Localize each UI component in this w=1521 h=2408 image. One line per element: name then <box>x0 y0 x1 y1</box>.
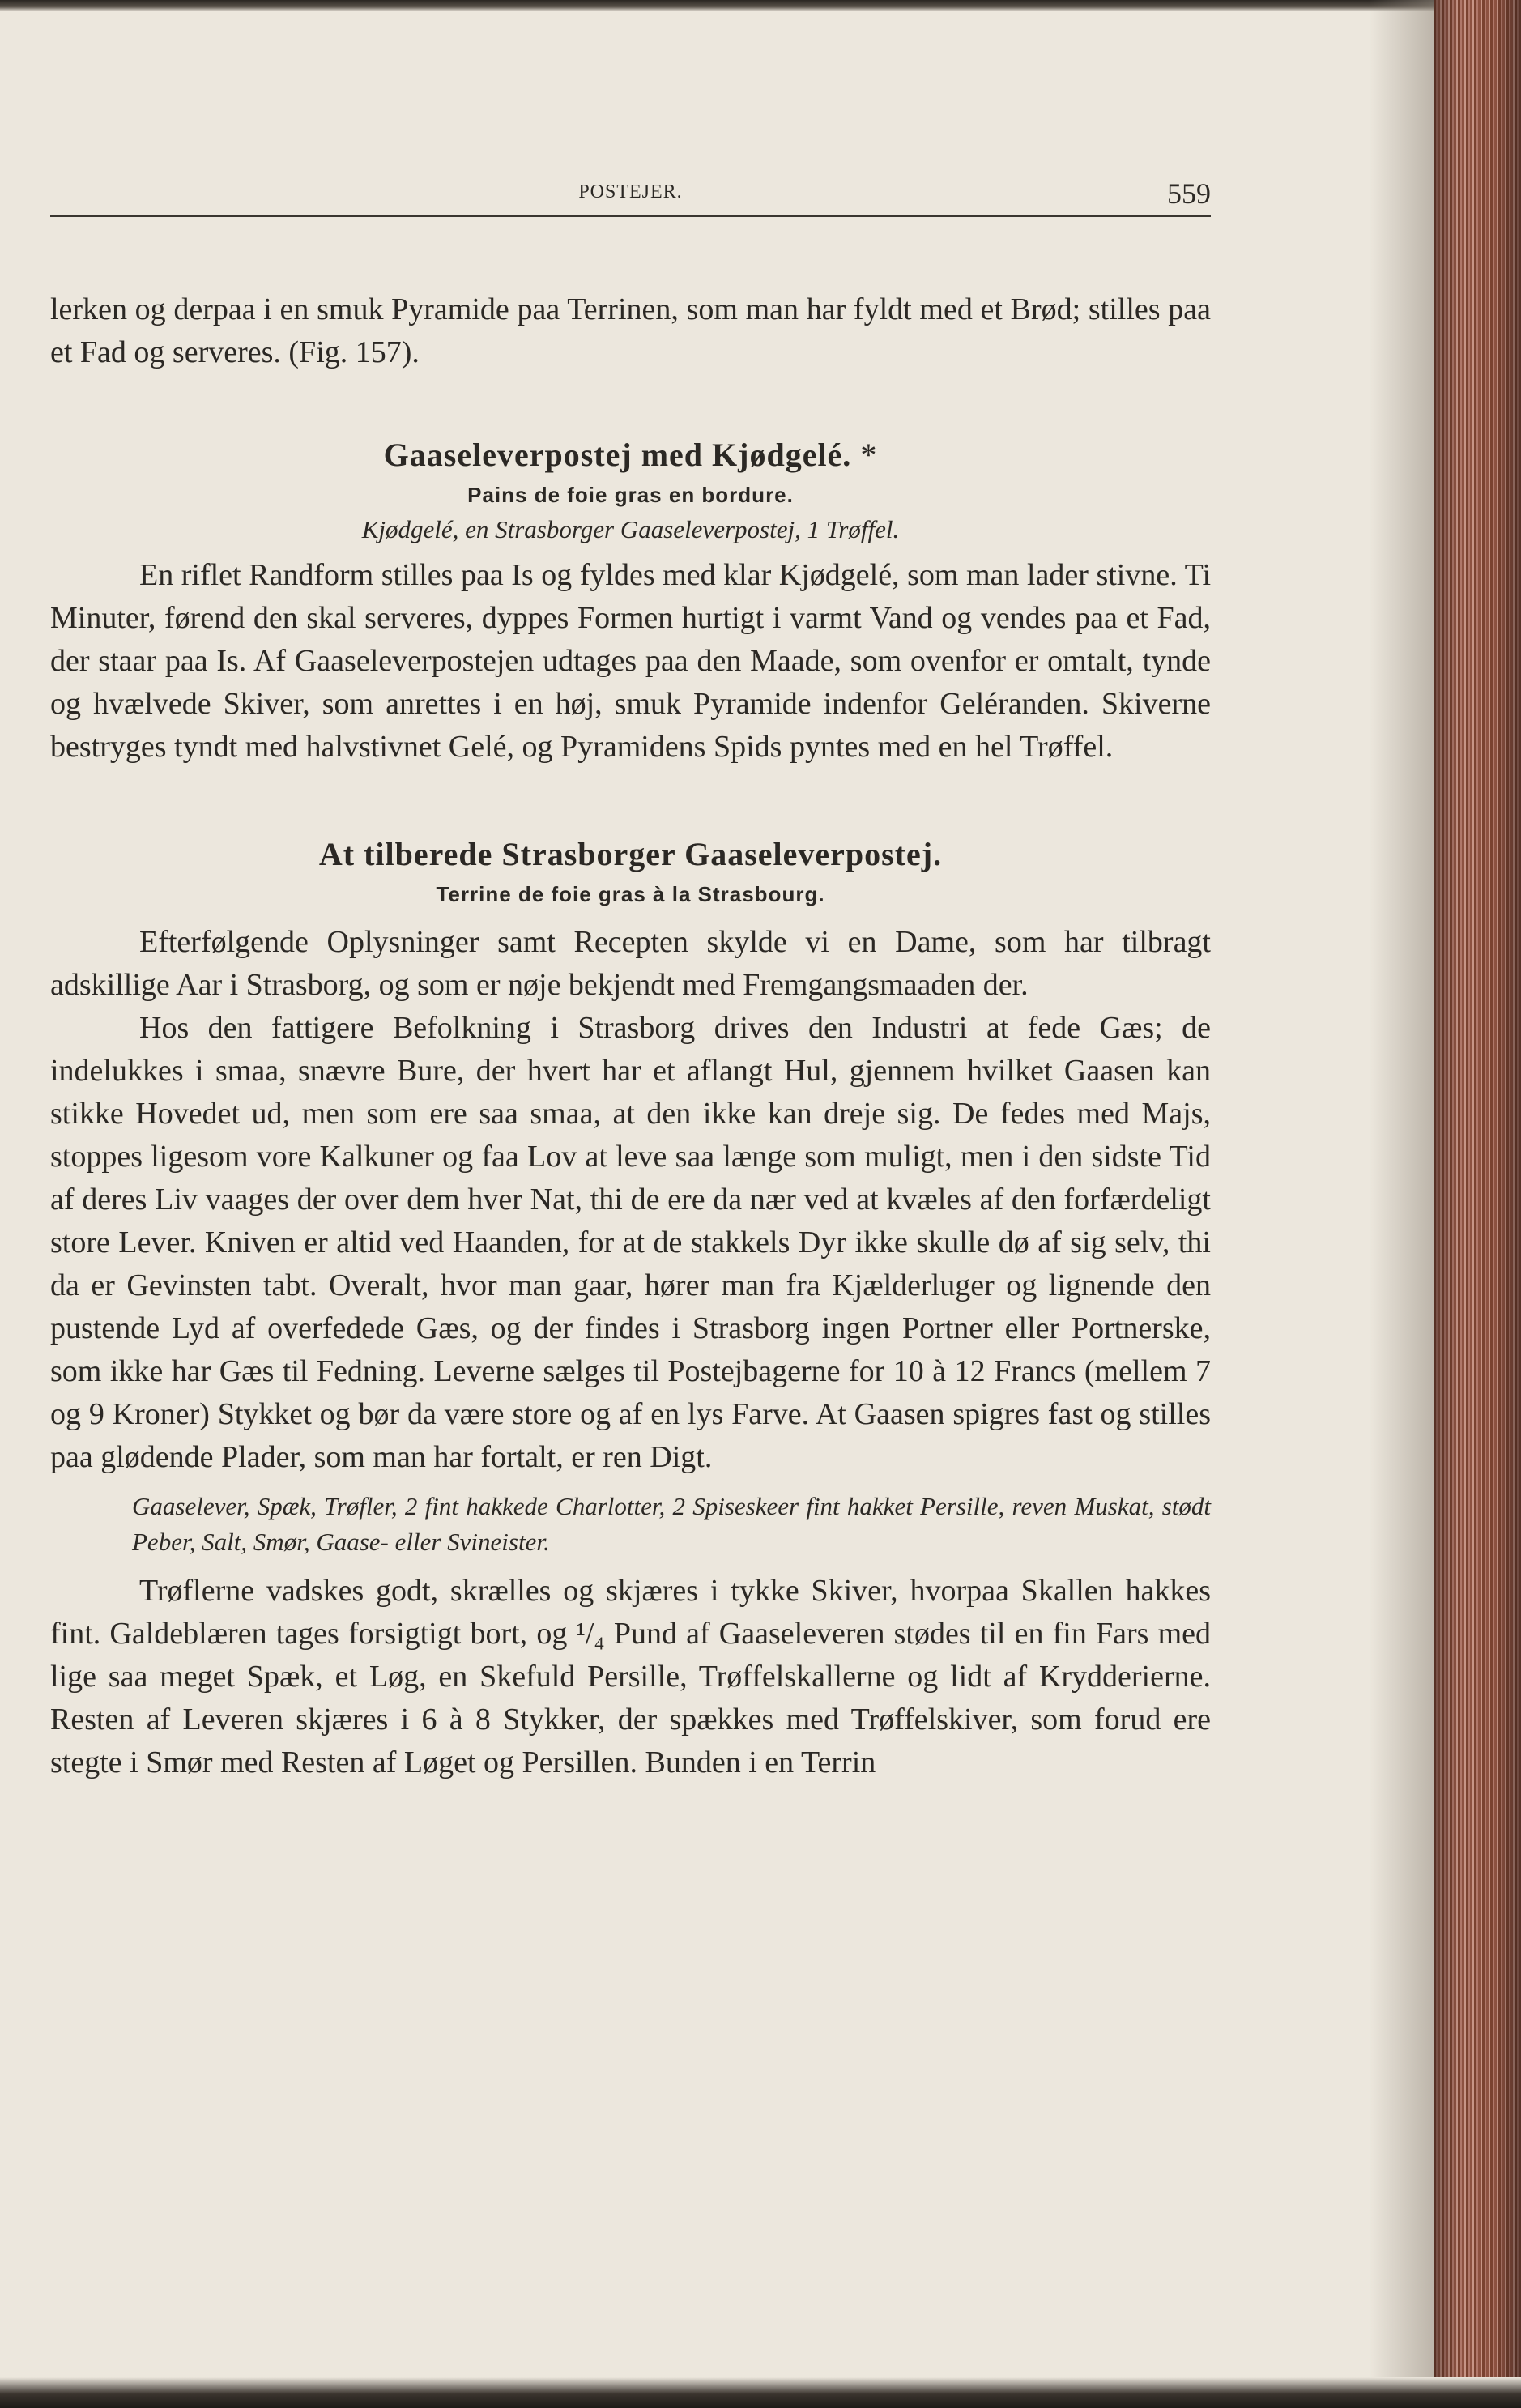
ingredients-list: Kjødgelé, en Strasborger Gaaseleverpostej, 1 Trøffel. <box>361 515 900 543</box>
page-content <box>50 177 1211 1784</box>
section-subtitle-french: Pains de foie gras en bordure. <box>467 483 794 507</box>
section-title: At tilberede Strasborger Gaaseleverpostej. <box>318 836 943 872</box>
page-edge-top <box>0 0 1521 11</box>
section-strasborger-gaaseleverpostej <box>50 832 1211 1784</box>
section-gaaseleverpostej-med-kjodgele <box>50 433 1211 769</box>
body-paragraph: Trøflerne vadskes godt, skrælles og skjæres i tykke Skiver, hvorpaa Skallen hakkes fint. Galdeblæren tages forsigtigt bort, og ¹/₄ Pund af Gaaseleveren stødes til en fin Fars med lige saa meget Spæk, et Løg, en Skefuld Persille, Trøffelskallerne og lidt af Krydderierne. Resten af Leveren skjæres i 6 à 8 Stykker, der spækkes med Trøffelskiver, som forud ere stegte i Smør med Resten af Løget og Persillen. Bunden i en Terrin <box>50 1574 1211 1779</box>
page-edge-bottom <box>0 2377 1521 2408</box>
page-gutter-shadow <box>1369 0 1434 2408</box>
body-paragraph: Hos den fattigere Befolkning i Strasborg drives den Industri at fede Gæs; de indelukkes i smaa, snævre Bure, der hvert har et aflangt Hul, gjennem hvilket Gaasen kan stikke Hovedet ud, men som ere saa smaa, at den ikke kan dreje sig. De fedes med Majs, stoppes ligesom vore Kalkuner og faa Lov at leve saa længe som muligt, men i den sidste Tid af deres Liv vaages der over dem hver Nat, thi de ere da nær ved at kvæles af den forfærdeligt store Lever. Kniven er altid ved Haanden, for at de stakkels Dyr ikke skulle dø af sig selv, thi da er Gevinsten tabt. Overalt, hvor man gaar, hører man fra Kjælderluger og lignende den pustende Lyd af overfedede Gæs, og der findes i Strasborg ingen Portner eller Portnerske, som ikke har Gæs til Fedning. Leverne sælges til Postejbagerne for 10 à 12 Francs (mellem 7 og 9 Kroner) Stykket og bør da være store og af en lys Farve. At Gaasen spigres fast og stilles paa glødende Plader, som man har fortalt, er ren Digt. <box>50 1011 1211 1474</box>
section-title-text: Gaaseleverpostej med Kjødgelé. <box>383 437 852 473</box>
section-title <box>50 433 1211 478</box>
book-page-edges-shade <box>1434 0 1521 2408</box>
body-paragraph: En riflet Randform stilles paa Is og fyldes med klar Kjødgelé, som man lader stivne. Ti Minuter, førend den skal serveres, dyppes Formen hurtigt i varmt Vand og vendes paa et Fad, der staar paa Is. Af Gaaseleverpostejen udtages paa den Maade, som ovenfor er omtalt, tynde og hvælvede Skiver, som anrettes i en høj, smuk Pyramide indenfor Geléranden. Skiverne bestryges tyndt med halvstivnet Gelé, og Pyramidens Spids pyntes med en hel Trøffel. <box>50 558 1211 764</box>
running-title: POSTEJER. <box>578 181 683 202</box>
section-subtitle-french: Terrine de foie gras à la Strasbourg. <box>436 882 825 906</box>
running-header <box>50 177 1211 217</box>
intro-text: lerken og derpaa i en smuk Pyramide paa Terrinen, som man har fyldt med et Brød; stilles paa et Fad og serveres. (Fig. 157). <box>50 292 1211 369</box>
ingredients-list: Gaaselever, Spæk, Trøfler, 2 fint hakkede Charlotter, 2 Spiseskeer fint hakket Persille, reven Muskat, stødt Peber, Salt, Smør, Gaase- eller Svineister. <box>132 1492 1211 1556</box>
body-paragraph: Efterfølgende Oplysninger samt Recepten skylde vi en Dame, som har tilbragt adskillige Aar i Strasborg, og som er nøje bekjendt med Fremgangsmaaden der. <box>50 925 1211 1002</box>
page-number: 559 <box>1167 177 1211 210</box>
footnote-asterisk: * <box>860 437 878 473</box>
